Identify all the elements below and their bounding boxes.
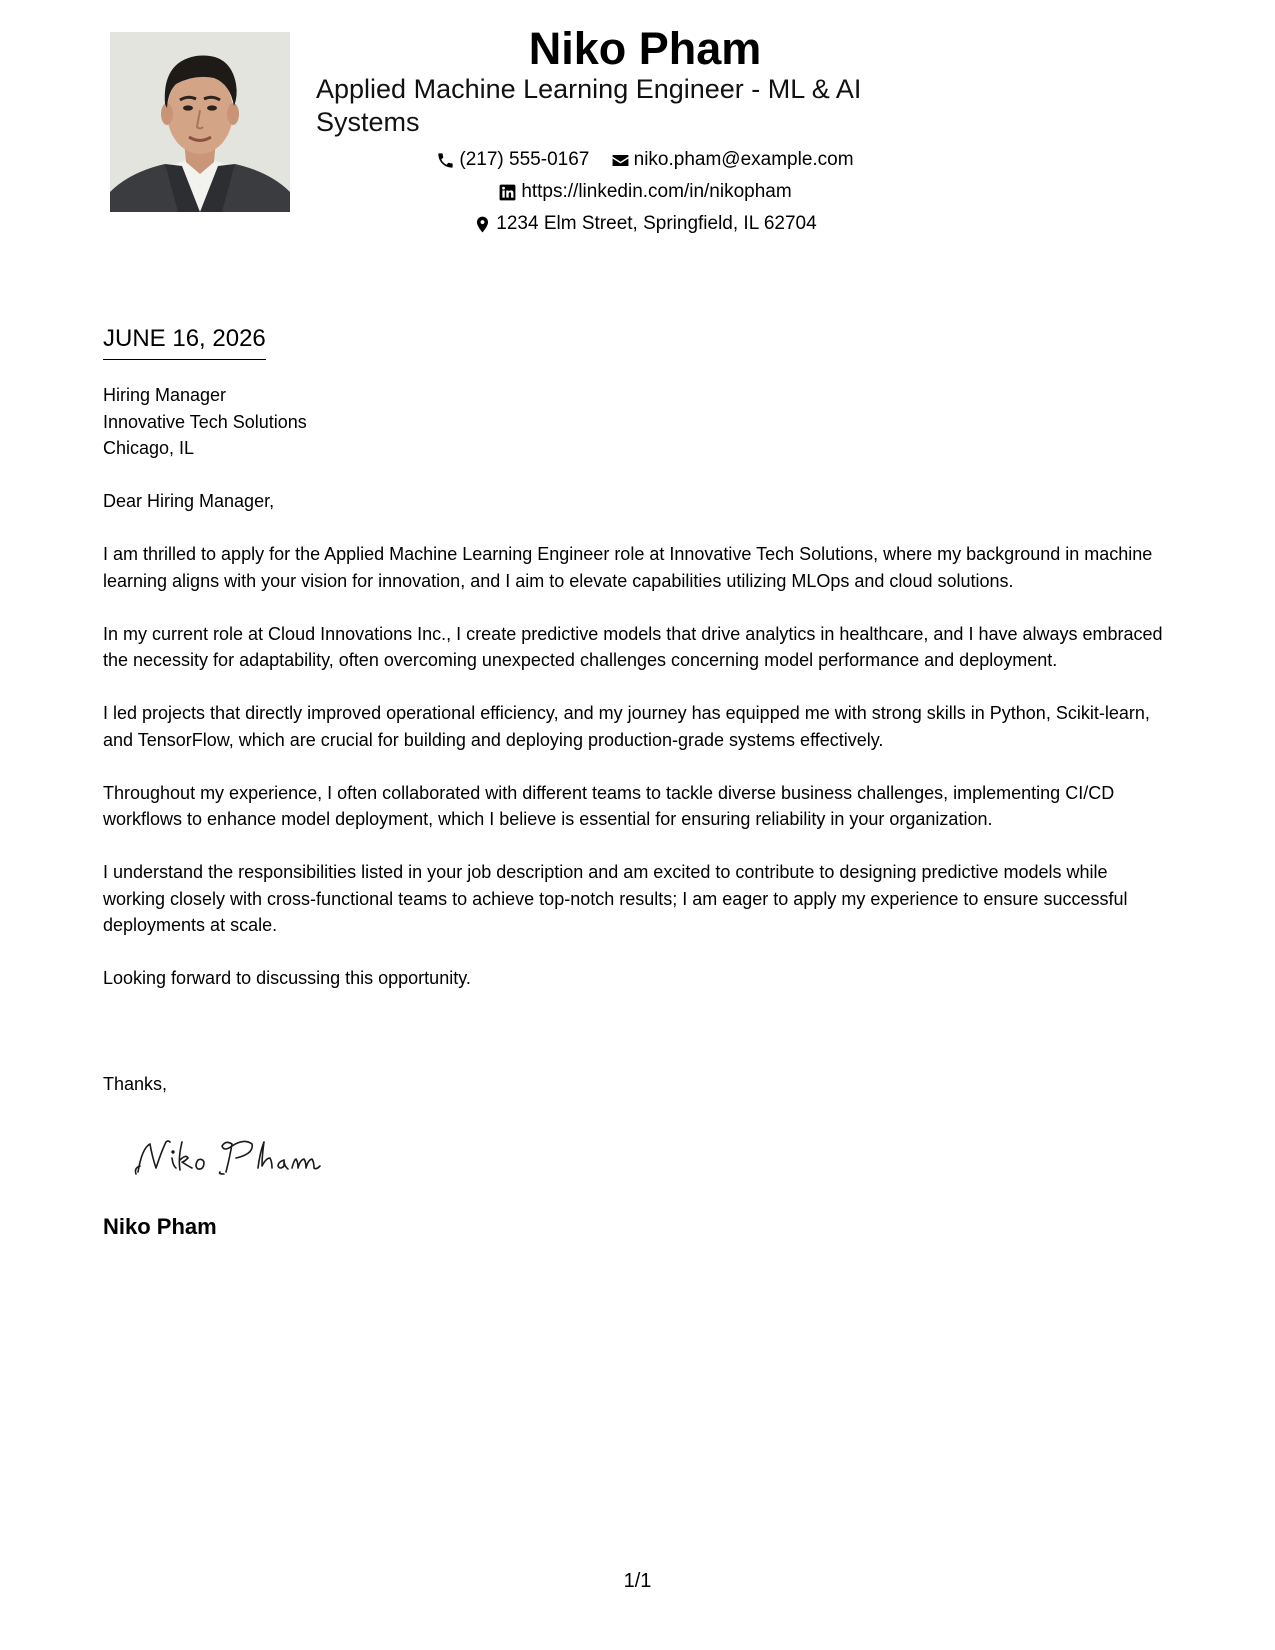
portrait-image (110, 32, 290, 212)
address-text: 1234 Elm Street, Springfield, IL 62704 (496, 213, 817, 234)
profile-photo (110, 32, 290, 212)
address-contact (473, 212, 816, 236)
signature-image (132, 1128, 332, 1188)
body-paragraph: I led projects that directly improved operational efficiency, and my journey has equipped me with strong skills in Python, Scikit-learn, and TensorFlow, which are crucial for building and deploying production-grade systems effectively. (103, 703, 1150, 750)
contact-row-phone-email (290, 148, 1000, 177)
email-text[interactable]: niko.pham@example.com (633, 149, 854, 170)
recipient-block (103, 382, 307, 462)
body-paragraph: I understand the responsibilities listed in your job description and am excited to contribute to designing predictive models while working closely with cross-functional teams to achieve top-notch results; I am eager to apply my experience to ensure successful deployments at scale. (103, 862, 1128, 935)
phone-text: (217) 555-0167 (459, 149, 590, 170)
letter-date: JUNE 16, 2026 (103, 323, 266, 360)
signer-name: Niko Pham (103, 1214, 217, 1239)
phone-contact (436, 148, 589, 172)
envelope-icon (611, 151, 630, 170)
closing: Thanks, (103, 1074, 168, 1094)
email-contact[interactable] (611, 148, 854, 172)
linkedin-url[interactable]: https://linkedin.com/in/nikopham (521, 181, 792, 202)
linkedin-icon (498, 183, 517, 202)
handwritten-signature (132, 1128, 332, 1188)
contact-row-linkedin (290, 180, 1000, 209)
recipient-company: Innovative Tech Solutions (103, 411, 307, 432)
linkedin-contact[interactable] (498, 180, 791, 204)
letter-body (103, 488, 1173, 1018)
map-marker-icon (473, 215, 492, 234)
applicant-name: Niko Pham (528, 23, 762, 74)
phone-icon (436, 151, 455, 170)
body-paragraph: Looking forward to discussing this opportunity. (103, 968, 471, 988)
salutation: Dear Hiring Manager, (103, 491, 275, 511)
job-title: Applied Machine Learning Engineer - ML & AI Systems (316, 74, 862, 137)
recipient-location: Chicago, IL (103, 438, 195, 458)
recipient-name: Hiring Manager (103, 385, 227, 405)
body-paragraph: Throughout my experience, I often collaborated with different teams to tackle diverse business challenges, implementing CI/CD workflows to enhance model deployment, which I believe is essential for ensuring reliability in your organization. (103, 782, 1115, 829)
body-paragraph: I am thrilled to apply for the Applied Machine Learning Engineer role at Innovative Tech Solutions, where my background in machine learning aligns with your vision for innovation, and I aim to elevate capabilities utilizing MLOps and cloud solutions. (103, 544, 1153, 591)
page-number: 1/1 (623, 1570, 652, 1592)
contact-row-address (290, 212, 1000, 241)
body-paragraph: In my current role at Cloud Innovations Inc., I create predictive models that drive analytics in healthcare, and I have always embraced the necessity for adaptability, often overcoming unexpected challenges concerning model performance and deployment. (103, 623, 1163, 670)
